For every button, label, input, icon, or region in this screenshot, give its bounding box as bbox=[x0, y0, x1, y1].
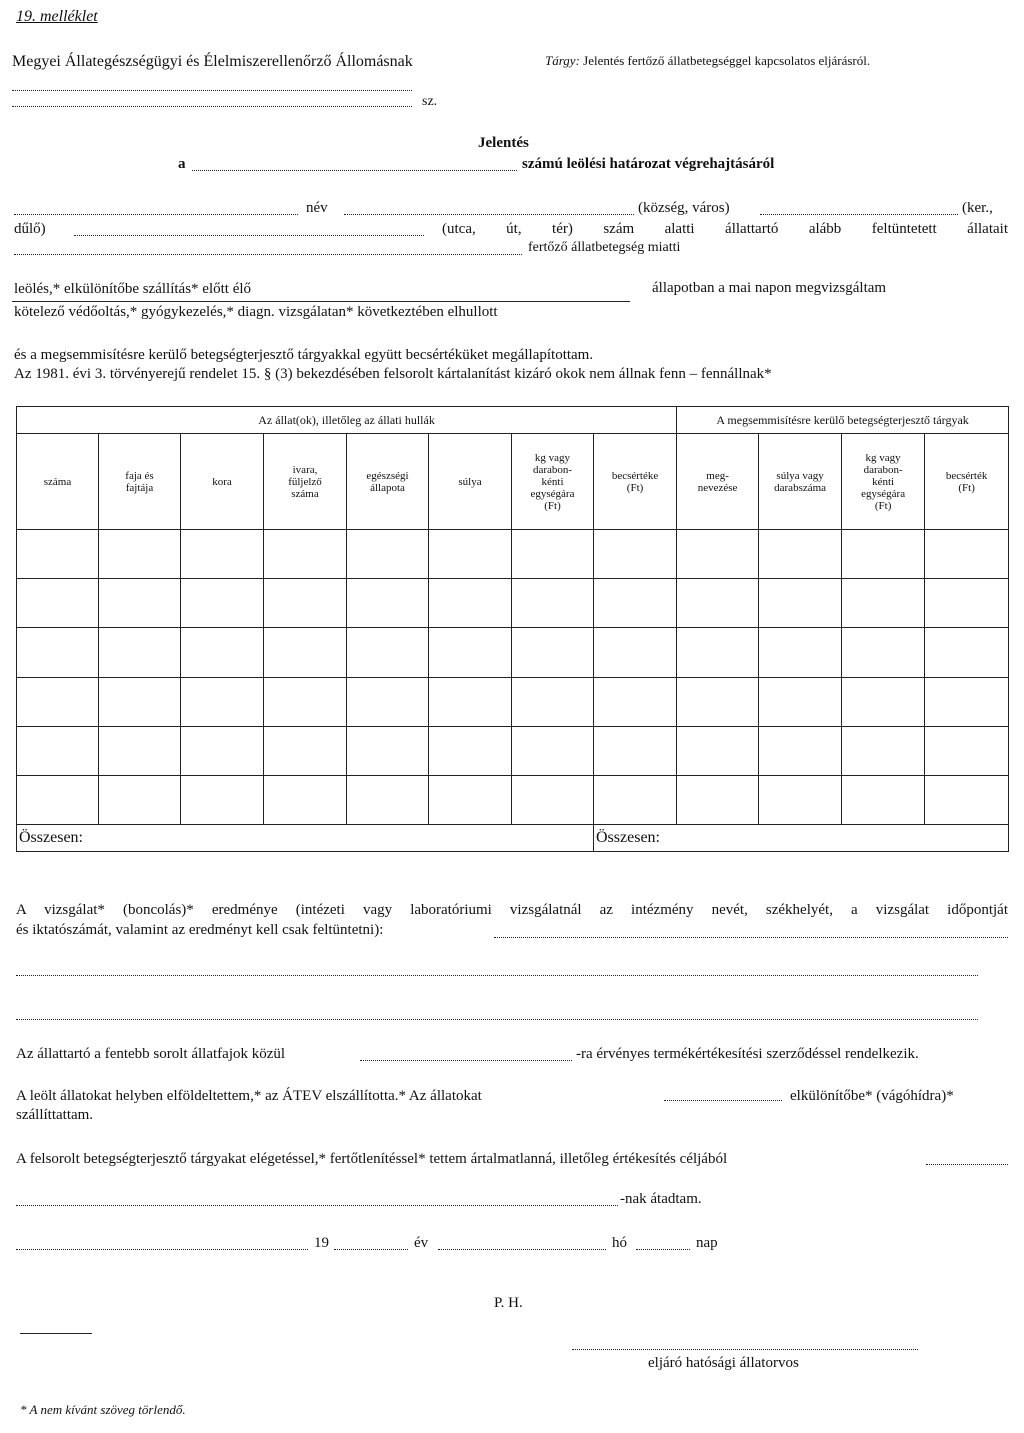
table-cell[interactable] bbox=[759, 530, 842, 579]
table-cell[interactable] bbox=[925, 775, 1009, 824]
objects-line: A felsorolt betegségterjesztő tárgyakat elégetéssel,* fertőtlenítéssel* tettem ártalmatlanná, illetőleg értékesítés céljából bbox=[16, 1151, 728, 1167]
table-cell[interactable] bbox=[677, 677, 759, 726]
table-cell[interactable] bbox=[264, 726, 347, 775]
date-day-field[interactable] bbox=[636, 1249, 690, 1250]
table-cell[interactable] bbox=[347, 579, 429, 628]
table-cell[interactable] bbox=[512, 579, 594, 628]
table-cell[interactable] bbox=[17, 530, 99, 579]
signature-field[interactable] bbox=[572, 1349, 918, 1350]
table-cell[interactable] bbox=[17, 726, 99, 775]
option-dead: kötelező védőoltás,* gyógykezelés,* diagn. vizsgálatan* következtében elhullott bbox=[14, 304, 498, 320]
table-cell[interactable] bbox=[264, 579, 347, 628]
subject-prefix: Tárgy: bbox=[545, 53, 580, 68]
objects-field-2[interactable] bbox=[16, 1205, 618, 1206]
col-header-object-estimate: becsérték (Ft) bbox=[925, 434, 1009, 530]
disposal-suffix: elkülönítőbe* (vágóhídra)* bbox=[790, 1088, 954, 1104]
table-cell[interactable] bbox=[512, 775, 594, 824]
table-row bbox=[17, 628, 1009, 677]
col-header-number: száma bbox=[17, 434, 99, 530]
table-row bbox=[17, 579, 1009, 628]
table-cell[interactable] bbox=[17, 775, 99, 824]
exam-field-3[interactable] bbox=[16, 1019, 978, 1020]
table-cell[interactable] bbox=[925, 579, 1009, 628]
table-cell[interactable] bbox=[759, 775, 842, 824]
table-cell[interactable] bbox=[842, 775, 925, 824]
para-compensation: Az 1981. évi 3. törvényerejű rendelet 15. § (3) bekezdésében felsorolt kártalanítást kizáró okok nem állnak fenn – fennállnak* bbox=[14, 366, 772, 382]
table-row bbox=[17, 677, 1009, 726]
table-cell[interactable] bbox=[181, 726, 264, 775]
label-name: név bbox=[306, 200, 328, 216]
table-cell[interactable] bbox=[264, 628, 347, 677]
objects-suffix: -nak átadtam. bbox=[620, 1191, 702, 1207]
stamp-placeholder: P. H. bbox=[494, 1295, 523, 1311]
date-year-prefix: 19 bbox=[314, 1235, 329, 1251]
table-cell[interactable] bbox=[925, 530, 1009, 579]
date-nap-label: nap bbox=[696, 1235, 718, 1251]
valuation-table bbox=[16, 406, 1009, 852]
table-cell[interactable] bbox=[594, 579, 677, 628]
group-header-objects: A megsemmisítésre kerülő betegségterjesztő tárgyak bbox=[677, 407, 1009, 434]
table-cell[interactable] bbox=[842, 677, 925, 726]
table-cell[interactable] bbox=[429, 530, 512, 579]
para-value: és a megsemmisítésre kerülő betegségterjesztő tárgyakkal együtt becsértéküket megállapítottam. bbox=[14, 347, 594, 363]
report-title: Jelentés bbox=[478, 135, 529, 151]
addressee-line-2[interactable] bbox=[12, 106, 412, 107]
table-cell[interactable] bbox=[925, 628, 1009, 677]
table-cell[interactable] bbox=[759, 677, 842, 726]
addressee: Megyei Állategészségügyi és Élelmiszerellenőrző Állomásnak bbox=[12, 53, 413, 70]
street-field[interactable] bbox=[74, 235, 424, 236]
table-cell[interactable] bbox=[99, 726, 181, 775]
table-cell[interactable] bbox=[759, 726, 842, 775]
table-cell[interactable] bbox=[181, 628, 264, 677]
name-field[interactable] bbox=[344, 214, 634, 215]
table-cell[interactable] bbox=[842, 628, 925, 677]
table-cell[interactable] bbox=[181, 579, 264, 628]
option-live: leölés,* elkülönítőbe szállítás* előtt élő bbox=[14, 281, 252, 297]
table-cell[interactable] bbox=[512, 530, 594, 579]
label-place: (község, város) bbox=[638, 200, 730, 216]
table-cell[interactable] bbox=[512, 628, 594, 677]
option-divider bbox=[12, 301, 630, 302]
table-cell[interactable] bbox=[925, 677, 1009, 726]
disease-label: fertőző állatbetegség miatti bbox=[528, 240, 681, 255]
date-ev-label: év bbox=[414, 1235, 429, 1251]
objects-field-1[interactable] bbox=[926, 1164, 1008, 1165]
decision-number-field[interactable] bbox=[192, 170, 517, 171]
col-header-object-unit-price: kg vagy darabon- kénti egységára (Ft) bbox=[842, 434, 925, 530]
table-cell[interactable] bbox=[842, 579, 925, 628]
col-header-unit-price: kg vagy darabon- kénti egységára (Ft) bbox=[512, 434, 594, 530]
table-cell[interactable] bbox=[842, 726, 925, 775]
exam-field-1[interactable] bbox=[494, 937, 1008, 938]
place-field[interactable] bbox=[760, 214, 958, 215]
table-cell[interactable] bbox=[347, 677, 429, 726]
subtitle-prefix: a bbox=[178, 156, 186, 172]
table-cell[interactable] bbox=[429, 677, 512, 726]
annex-label: 19. melléklet bbox=[16, 8, 98, 25]
label-district: (ker., bbox=[962, 200, 993, 216]
table-row bbox=[17, 775, 1009, 824]
table-row bbox=[17, 530, 1009, 579]
table-cell[interactable] bbox=[512, 726, 594, 775]
table-cell[interactable] bbox=[677, 775, 759, 824]
keeper-suffix: -ra érvényes termékértékesítési szerződéssel rendelkezik. bbox=[576, 1046, 919, 1062]
table-cell[interactable] bbox=[347, 530, 429, 579]
col-header-sex-tag: ivara, füljelző száma bbox=[264, 434, 347, 530]
table-cell[interactable] bbox=[99, 579, 181, 628]
table-cell[interactable] bbox=[264, 775, 347, 824]
col-header-species: faja és fajtája bbox=[99, 434, 181, 530]
table-cell[interactable] bbox=[429, 628, 512, 677]
option-result: állapotban a mai napon megvizsgáltam bbox=[652, 280, 887, 296]
subject-text: Jelentés fertőző állatbetegséggel kapcsolatos eljárásról. bbox=[583, 53, 871, 68]
col-header-object-name: meg- nevezése bbox=[677, 434, 759, 530]
table-cell[interactable] bbox=[677, 628, 759, 677]
table-cell[interactable] bbox=[594, 628, 677, 677]
table-cell[interactable] bbox=[925, 726, 1009, 775]
disease-field[interactable] bbox=[14, 254, 522, 255]
date-year-field[interactable] bbox=[334, 1249, 408, 1250]
table-cell[interactable] bbox=[759, 579, 842, 628]
table-row bbox=[17, 726, 1009, 775]
total-animals: Összesen: bbox=[17, 824, 594, 851]
table-cell[interactable] bbox=[677, 579, 759, 628]
table-cell[interactable] bbox=[677, 530, 759, 579]
signature-label: eljáró hatósági állatorvos bbox=[648, 1355, 799, 1371]
table-cell[interactable] bbox=[347, 775, 429, 824]
disposal-field[interactable] bbox=[664, 1100, 782, 1101]
table-cell[interactable] bbox=[347, 726, 429, 775]
ref-suffix: sz. bbox=[422, 94, 438, 109]
col-header-health: egészségi állapota bbox=[347, 434, 429, 530]
person-field[interactable] bbox=[14, 214, 298, 215]
date-place-field[interactable] bbox=[16, 1249, 308, 1250]
table-cell[interactable] bbox=[594, 530, 677, 579]
table-cell[interactable] bbox=[17, 677, 99, 726]
date-ho-label: hó bbox=[612, 1235, 627, 1251]
table-cell[interactable] bbox=[99, 628, 181, 677]
table-cell[interactable] bbox=[594, 677, 677, 726]
table-cell[interactable] bbox=[842, 530, 925, 579]
col-header-age: kora bbox=[181, 434, 264, 530]
table-cell[interactable] bbox=[17, 579, 99, 628]
exam-line-2: és iktatószámát, valamint az eredményt kell csak feltüntetni): bbox=[16, 922, 384, 938]
table-cell[interactable] bbox=[594, 726, 677, 775]
table-cell[interactable] bbox=[347, 628, 429, 677]
table-cell[interactable] bbox=[429, 775, 512, 824]
table-cell[interactable] bbox=[181, 677, 264, 726]
table-cell[interactable] bbox=[512, 677, 594, 726]
table-cell[interactable] bbox=[99, 677, 181, 726]
col-header-object-weight: súlya vagy darabszáma bbox=[759, 434, 842, 530]
table-cell[interactable] bbox=[429, 579, 512, 628]
date-month-field[interactable] bbox=[438, 1249, 606, 1250]
exam-field-2[interactable] bbox=[16, 975, 978, 976]
table-cell[interactable] bbox=[99, 530, 181, 579]
table-cell[interactable] bbox=[677, 726, 759, 775]
label-dulo: dűlő) bbox=[14, 221, 46, 237]
table-cell[interactable] bbox=[181, 775, 264, 824]
keeper-prefix: Az állattartó a fentebb sorolt állatfajok közül bbox=[16, 1046, 286, 1062]
disposal-prefix: A leölt állatokat helyben elföldeltettem,* az ÁTEV elszállította.* Az állatokat bbox=[16, 1088, 482, 1104]
footnote-rule bbox=[20, 1333, 92, 1334]
total-objects: Összesen: bbox=[594, 824, 1009, 851]
col-header-weight: súlya bbox=[429, 434, 512, 530]
col-header-estimate: becsértéke (Ft) bbox=[594, 434, 677, 530]
subject bbox=[545, 53, 870, 69]
table-cell[interactable] bbox=[759, 628, 842, 677]
group-header-animals: Az állat(ok), illetőleg az állati hullák bbox=[17, 407, 677, 434]
exam-line-1: A vizsgálat* (boncolás)* eredménye (intézeti vagy laboratóriumi vizsgálatnál az intézmény nevét, székhelyét, a vizsgálat időpontját bbox=[16, 902, 1008, 918]
street-label: (utca, út, tér) szám alatti állattartó alább feltüntetett állatait bbox=[442, 221, 1008, 237]
species-field[interactable] bbox=[360, 1060, 572, 1061]
table-cell[interactable] bbox=[17, 628, 99, 677]
addressee-line-1[interactable] bbox=[12, 90, 412, 91]
table-cell[interactable] bbox=[99, 775, 181, 824]
subtitle-suffix: számú leölési határozat végrehajtásáról bbox=[522, 156, 775, 172]
table-cell[interactable] bbox=[181, 530, 264, 579]
footnote: * A nem kívánt szöveg törlendő. bbox=[20, 1402, 186, 1417]
disposal-line-2: szállíttattam. bbox=[16, 1107, 94, 1123]
table-cell[interactable] bbox=[429, 726, 512, 775]
table-cell[interactable] bbox=[264, 530, 347, 579]
table-cell[interactable] bbox=[264, 677, 347, 726]
table-cell[interactable] bbox=[594, 775, 677, 824]
